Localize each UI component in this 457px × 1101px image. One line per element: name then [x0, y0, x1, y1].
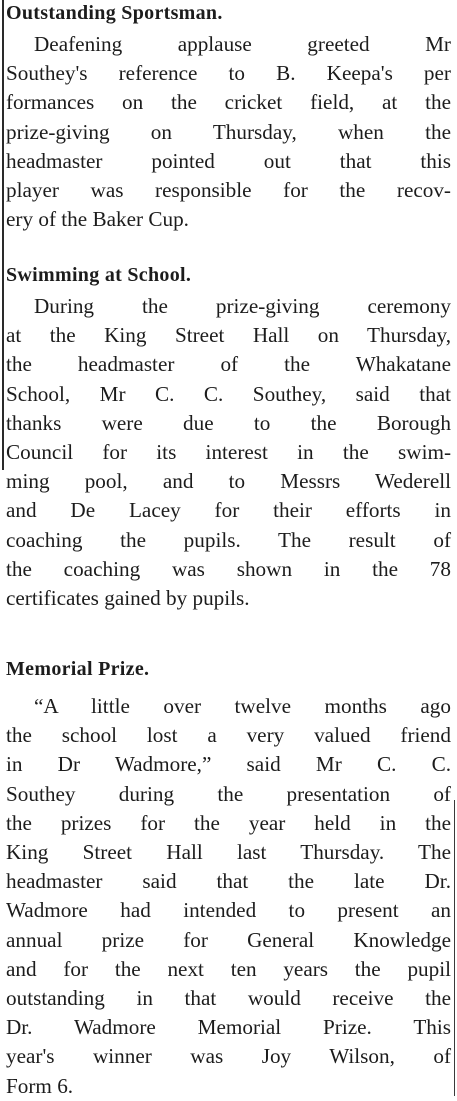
text-line: certificates gained by pupils.: [6, 586, 250, 611]
text-line: Southey during the presentation of: [6, 781, 451, 806]
text-line: at the King Street Hall on Thursday,: [6, 323, 451, 348]
text-line: and for the next ten years the pupil: [6, 956, 451, 981]
text-line: in Dr Wadmore,” said Mr C. C.: [6, 752, 451, 777]
text-line: King Street Hall last Thursday. The: [6, 840, 451, 865]
text-line: headmaster pointed out that this: [6, 148, 451, 173]
text-line: ery of the Baker Cup.: [6, 207, 189, 232]
article-swimming-at-school: [6, 262, 451, 613]
article-body: [6, 692, 451, 1101]
column-rule-right: [454, 800, 456, 1096]
article-heading: Outstanding Sportsman.: [6, 2, 223, 24]
text-line: and De Lacey for their efforts in: [6, 498, 451, 523]
article-outstanding-sportsman: [6, 0, 451, 234]
text-line: annual prize for General Knowledge: [6, 927, 451, 952]
text-line: Wadmore had intended to present an: [6, 898, 451, 923]
text-line: Dr. Wadmore Memorial Prize. This: [6, 1015, 451, 1040]
text-line: the headmaster of the Whakatane: [6, 352, 451, 377]
text-line: outstanding in that would receive the: [6, 986, 451, 1011]
text-line: “A little over twelve months ago: [34, 694, 451, 718]
text-line: year's winner was Joy Wilson, of: [6, 1044, 451, 1069]
text-line: During the prize-giving ceremony: [34, 294, 451, 318]
text-line: formances on the cricket field, at the: [6, 90, 451, 115]
text-line: Form 6.: [6, 1073, 74, 1098]
text-line: coaching the pupils. The result of: [6, 527, 451, 552]
text-line: School, Mr C. C. Southey, said that: [6, 381, 451, 406]
text-line: the prizes for the year held in the: [6, 810, 451, 835]
text-line: player was responsible for the recov-: [6, 178, 451, 203]
text-line: thanks were due to the Borough: [6, 410, 451, 435]
text-line: headmaster said that the late Dr.: [6, 869, 451, 894]
article-memorial-prize: [6, 656, 451, 1101]
text-line: the coaching was shown in the 78: [6, 556, 451, 581]
article-heading: Swimming at School.: [6, 264, 192, 286]
article-body: [6, 30, 451, 234]
article-body: [6, 292, 451, 613]
column-rule-left: [2, 0, 4, 470]
text-line: prize-giving on Thursday, when the: [6, 119, 451, 144]
text-line: ming pool, and to Messrs Wederell: [6, 469, 451, 494]
article-heading: Memorial Prize.: [6, 658, 150, 680]
text-line: Council for its interest in the swim-: [6, 440, 451, 465]
text-line: Southey's reference to B. Keepa's per: [6, 61, 451, 86]
text-line: Deafening applause greeted Mr: [34, 32, 451, 56]
text-line: the school lost a very valued friend: [6, 723, 451, 748]
